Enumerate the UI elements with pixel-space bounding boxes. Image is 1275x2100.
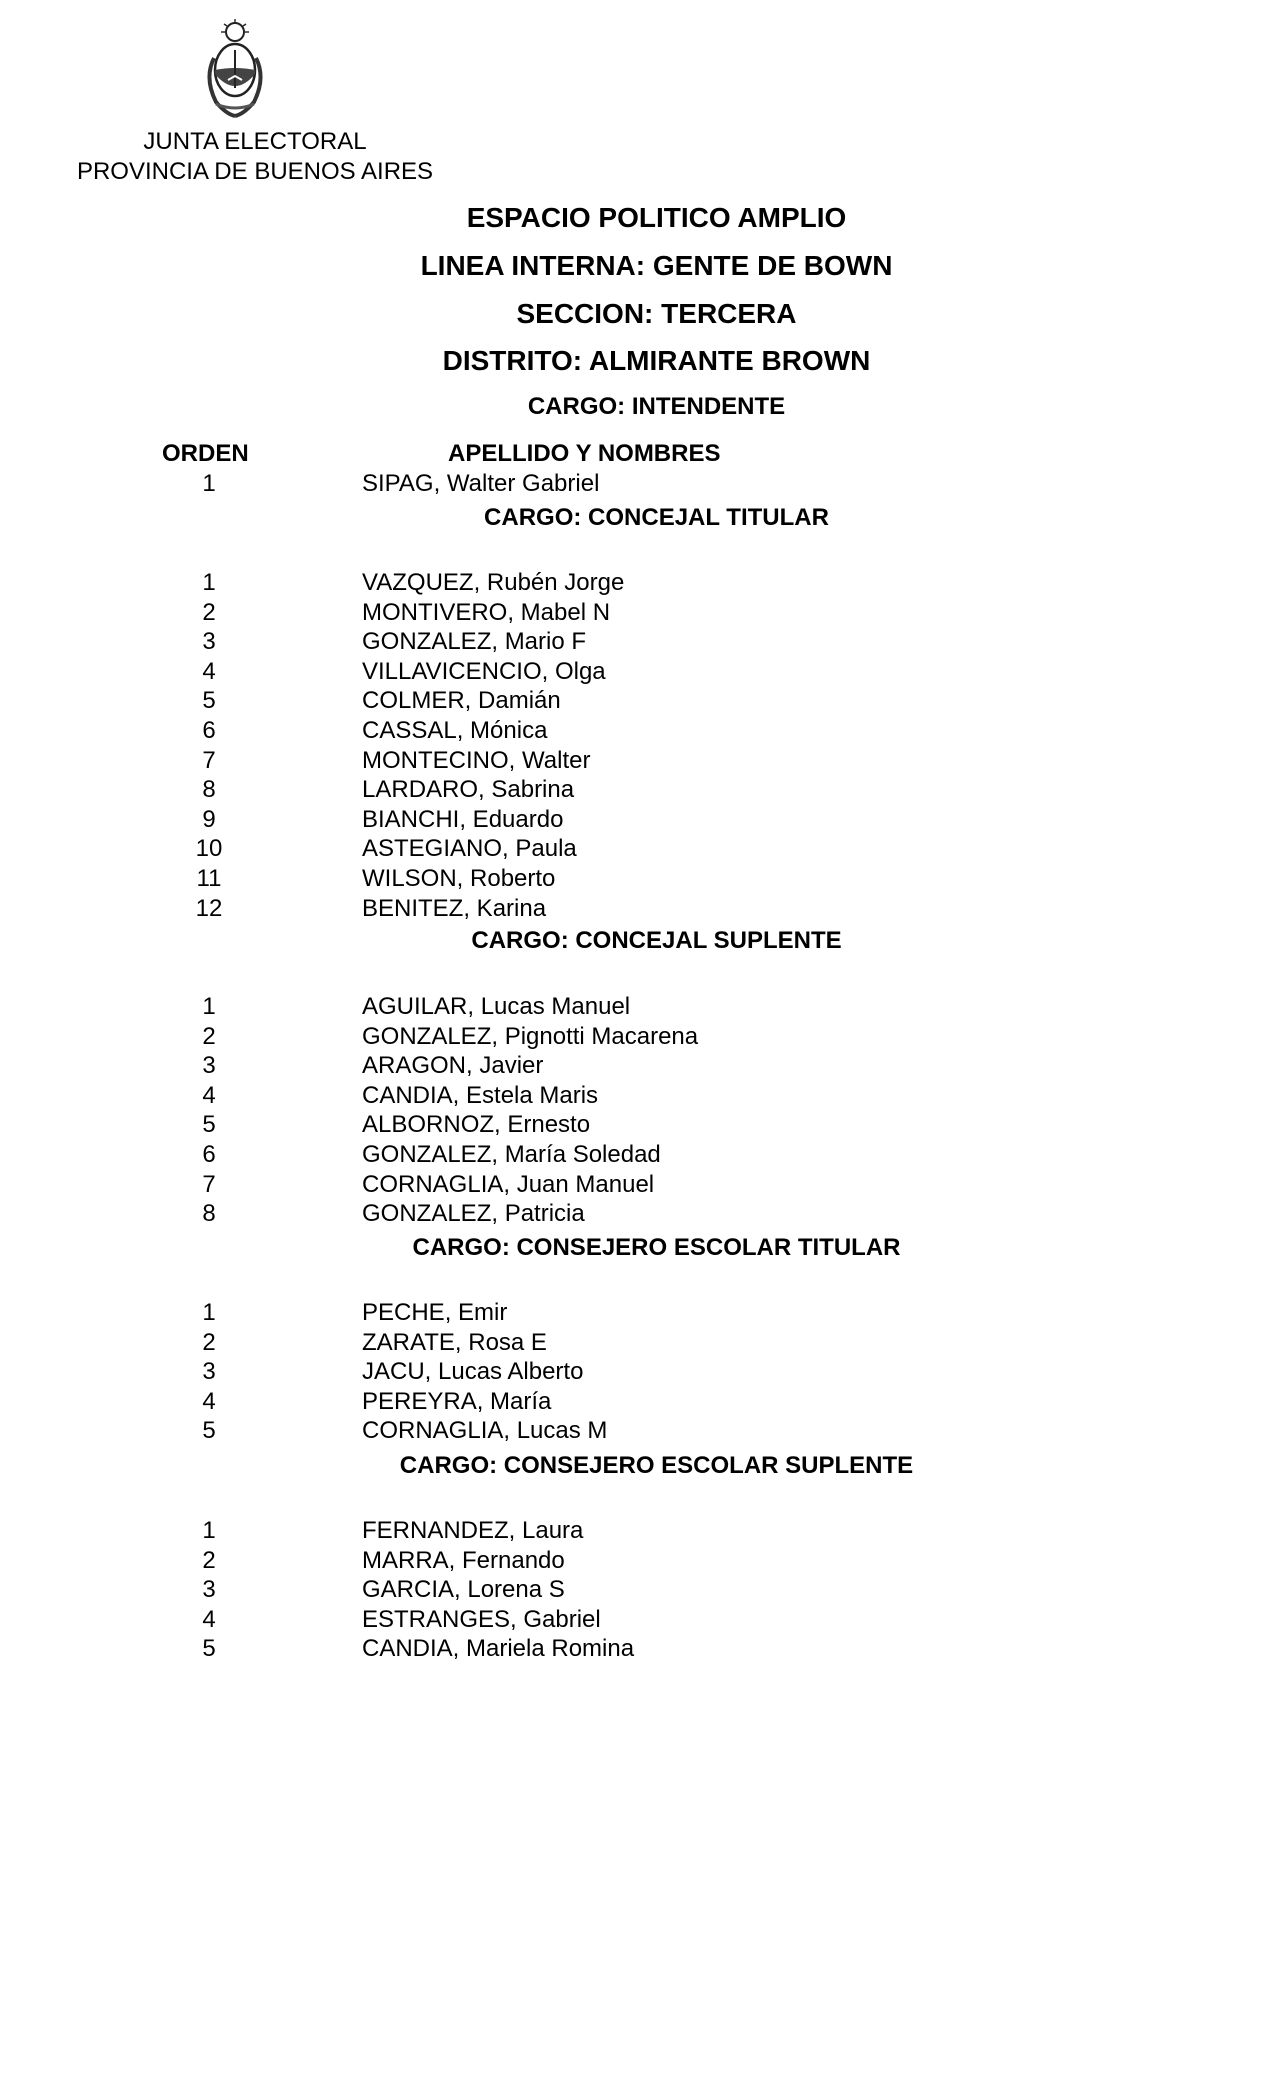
list-item [0, 1546, 1275, 1576]
list-item [0, 598, 1275, 628]
list-item [0, 1387, 1275, 1417]
orden-number: 6 [202, 1141, 216, 1168]
org-province: PROVINCIA DE BUENOS AIRES [76, 158, 434, 185]
seccion-title: SECCION: TERCERA [516, 298, 797, 329]
orden-number: 11 [196, 865, 222, 892]
orden-number: 1 [202, 470, 216, 497]
candidate-name: ALBORNOZ, Ernesto [362, 1111, 591, 1138]
list-item [0, 1357, 1275, 1387]
orden-number: 2 [202, 1023, 216, 1050]
candidate-name: GONZALEZ, Pignotti Macarena [362, 1023, 699, 1050]
list-item [0, 805, 1275, 835]
list-item [0, 1634, 1275, 1664]
list-item [0, 1575, 1275, 1605]
orden-number: 5 [202, 1111, 216, 1138]
candidate-name: ZARATE, Rosa E [362, 1329, 547, 1356]
orden-number: 2 [202, 1547, 216, 1574]
orden-number: 8 [202, 1200, 216, 1227]
candidate-name: LARDARO, Sabrina [362, 776, 575, 803]
candidate-name: ESTRANGES, Gabriel [362, 1606, 601, 1633]
candidate-name: GONZALEZ, Patricia [362, 1200, 585, 1227]
candidate-name: GARCIA, Lorena S [362, 1576, 565, 1603]
candidate-name: MONTECINO, Walter [362, 747, 591, 774]
orden-number: 8 [202, 776, 216, 803]
list-item [0, 1516, 1275, 1546]
orden-number: 1 [202, 1299, 216, 1326]
orden-number: 7 [202, 1171, 216, 1198]
list-item [0, 864, 1275, 894]
section-title: CARGO: INTENDENTE [527, 393, 786, 420]
candidate-name: PECHE, Emir [362, 1299, 508, 1326]
orden-number: 5 [202, 1635, 216, 1662]
espacio-title: ESPACIO POLITICO AMPLIO [466, 202, 847, 233]
coat-of-arms-icon [202, 18, 268, 120]
org-name: JUNTA ELECTORAL [143, 128, 367, 155]
orden-number: 10 [195, 835, 223, 862]
orden-number: 6 [202, 717, 216, 744]
orden-number: 1 [202, 569, 216, 596]
list-item [0, 1199, 1275, 1229]
candidate-name: COLMER, Damián [362, 687, 561, 714]
orden-number: 5 [202, 1417, 216, 1444]
candidate-name: ASTEGIANO, Paula [362, 835, 577, 862]
candidate-name: ARAGON, Javier [362, 1052, 544, 1079]
orden-number: 1 [202, 993, 216, 1020]
candidate-name: AGUILAR, Lucas Manuel [362, 993, 631, 1020]
list-item [0, 1416, 1275, 1446]
orden-number: 9 [202, 806, 216, 833]
candidate-name: SIPAG, Walter Gabriel [362, 470, 600, 497]
section-title: CARGO: CONSEJERO ESCOLAR TITULAR [412, 1234, 901, 1261]
list-item [0, 657, 1275, 687]
candidate-name: WILSON, Roberto [362, 865, 556, 892]
list-item [0, 1022, 1275, 1052]
list-item [0, 1298, 1275, 1328]
list-item [0, 1110, 1275, 1140]
candidate-name: VILLAVICENCIO, Olga [362, 658, 606, 685]
orden-number: 7 [202, 747, 216, 774]
section-title: CARGO: CONCEJAL TITULAR [484, 504, 829, 531]
list-item [0, 686, 1275, 716]
list-item [0, 1081, 1275, 1111]
orden-number: 4 [202, 658, 216, 685]
orden-number: 3 [202, 628, 216, 655]
list-item [0, 469, 1275, 499]
list-item [0, 1328, 1275, 1358]
orden-number: 3 [202, 1052, 216, 1079]
orden-number: 2 [202, 599, 216, 626]
list-item [0, 1140, 1275, 1170]
distrito-title: DISTRITO: ALMIRANTE BROWN [442, 345, 871, 376]
orden-number: 1 [202, 1517, 216, 1544]
orden-number: 3 [202, 1576, 216, 1603]
candidate-name: BENITEZ, Karina [362, 895, 547, 922]
orden-number: 4 [202, 1606, 216, 1633]
nombres-header: APELLIDO Y NOMBRES [448, 440, 721, 467]
candidate-name: GONZALEZ, Mario F [362, 628, 587, 655]
list-item [0, 992, 1275, 1022]
candidate-name: MARRA, Fernando [362, 1547, 565, 1574]
list-item [0, 716, 1275, 746]
candidate-name: CANDIA, Estela Maris [362, 1082, 599, 1109]
candidate-name: CANDIA, Mariela Romina [362, 1635, 635, 1662]
orden-number: 2 [202, 1329, 216, 1356]
candidate-name: GONZALEZ, María Soledad [362, 1141, 661, 1168]
candidate-name: BIANCHI, Eduardo [362, 806, 564, 833]
section-title: CARGO: CONCEJAL SUPLENTE [471, 927, 842, 954]
list-item [0, 568, 1275, 598]
candidate-name: MONTIVERO, Mabel N [362, 599, 611, 626]
linea-interna-title: LINEA INTERNA: GENTE DE BOWN [420, 250, 893, 281]
candidate-name: VAZQUEZ, Rubén Jorge [362, 569, 625, 596]
orden-number: 12 [195, 895, 223, 922]
orden-header: ORDEN [162, 440, 249, 467]
section-title: CARGO: CONSEJERO ESCOLAR SUPLENTE [399, 1452, 914, 1479]
list-item [0, 1170, 1275, 1200]
candidate-name: CORNAGLIA, Lucas M [362, 1417, 608, 1444]
candidate-name: CORNAGLIA, Juan Manuel [362, 1171, 655, 1198]
list-item [0, 775, 1275, 805]
list-item [0, 894, 1275, 924]
candidate-name: PEREYRA, María [362, 1388, 552, 1415]
list-item [0, 1605, 1275, 1635]
list-item [0, 627, 1275, 657]
orden-number: 3 [202, 1358, 216, 1385]
candidate-name: FERNANDEZ, Laura [362, 1517, 584, 1544]
orden-number: 5 [202, 687, 216, 714]
list-item [0, 1051, 1275, 1081]
list-item [0, 746, 1275, 776]
candidate-name: JACU, Lucas Alberto [362, 1358, 584, 1385]
list-item [0, 834, 1275, 864]
orden-number: 4 [202, 1082, 216, 1109]
candidate-name: CASSAL, Mónica [362, 717, 548, 744]
orden-number: 4 [202, 1388, 216, 1415]
